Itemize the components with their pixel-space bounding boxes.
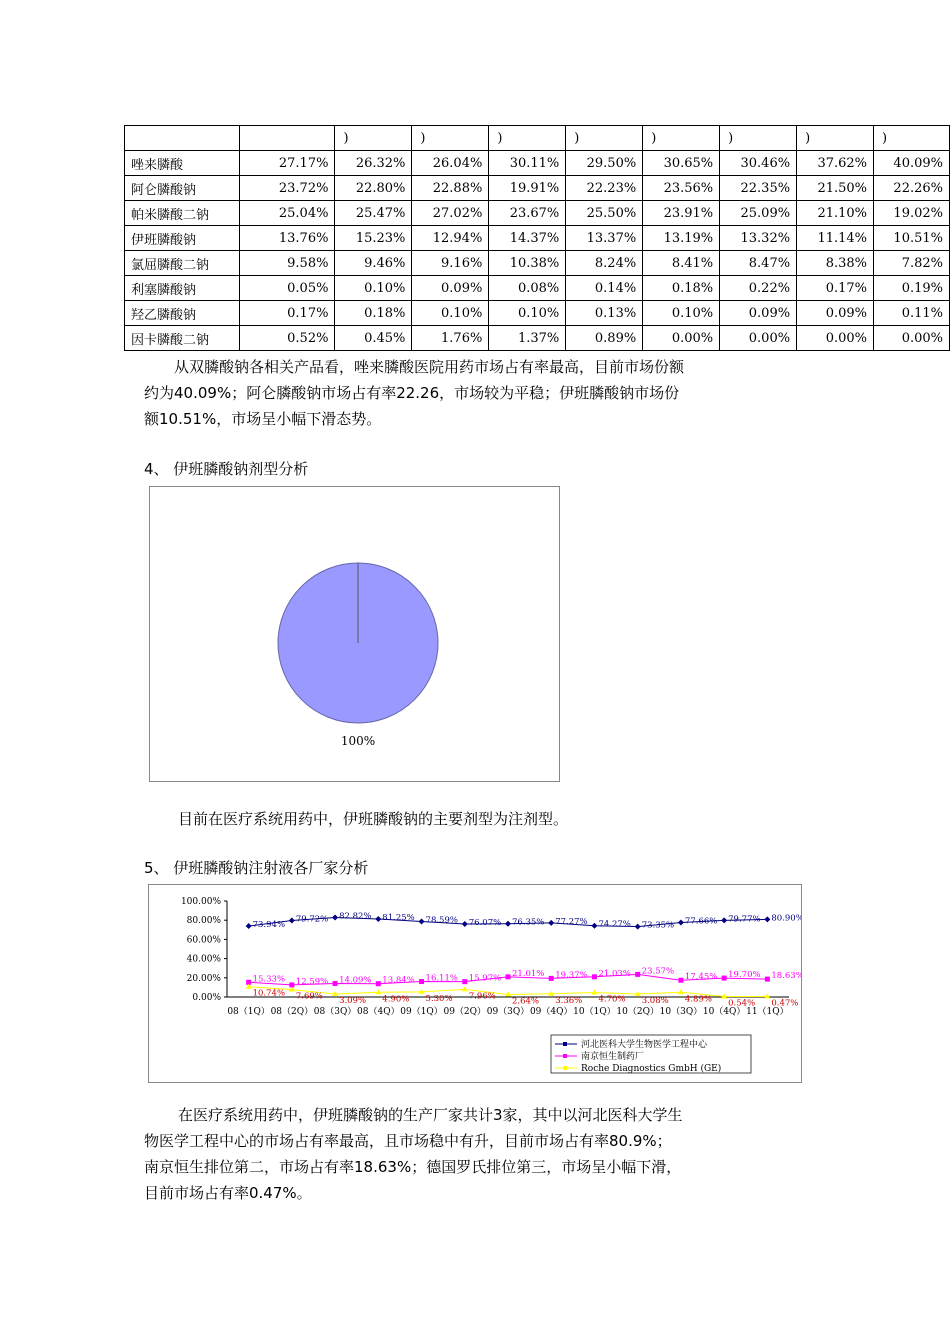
share-value-cell: 21.10% <box>797 201 874 226</box>
analysis-paragraph-3 <box>144 1102 683 1206</box>
share-value-cell: 0.45% <box>335 326 412 351</box>
data-label: 79.72% <box>295 914 329 925</box>
pie-data-label: 100% <box>340 734 376 748</box>
x-tick-label: 10（4Q） <box>702 1007 746 1017</box>
drug-name-cell: 阿仑膦酸钠 <box>125 176 240 201</box>
pie-chart <box>150 487 559 781</box>
y-tick-label: 20.00% <box>186 973 221 984</box>
table-row <box>125 276 950 301</box>
share-value-cell: 23.91% <box>643 201 720 226</box>
share-value-cell: 1.76% <box>412 326 489 351</box>
data-label: 13.84% <box>382 975 415 986</box>
x-tick-label: 09（3Q） <box>486 1007 530 1017</box>
legend-swatch-marker <box>563 1066 567 1070</box>
share-value-cell: 0.89% <box>566 326 643 351</box>
data-point <box>722 976 727 981</box>
share-value-cell: 0.00% <box>797 326 874 351</box>
data-label: 77.27% <box>555 916 588 927</box>
dosage-form-paragraph: 目前在医疗系统用药中，伊班膦酸钠的主要剂型为注剂型。 <box>178 810 569 828</box>
share-value-cell: 11.14% <box>797 226 874 251</box>
share-value-cell: 9.46% <box>335 251 412 276</box>
data-label: 3.09% <box>339 996 367 1007</box>
share-value-cell: 10.38% <box>489 251 566 276</box>
data-point <box>549 976 554 981</box>
data-label: 74.27% <box>598 919 631 930</box>
share-value-cell: 30.11% <box>489 151 566 176</box>
table-row <box>125 201 950 226</box>
data-label: 14.09% <box>339 975 372 986</box>
data-label: 23.57% <box>641 966 675 977</box>
data-point <box>246 923 252 929</box>
paragraph-line: 物医学工程中心的市场占有率最高，且市场稳中有升，目前市场占有率80.9%； <box>144 1132 672 1150</box>
share-value-cell: 25.04% <box>239 201 335 226</box>
pie-chart-frame <box>149 486 560 782</box>
data-label: 19.37% <box>555 970 588 981</box>
share-value-cell: 9.58% <box>239 251 335 276</box>
data-point <box>506 974 511 979</box>
data-label: 0.47% <box>771 998 799 1009</box>
legend-swatch-marker <box>563 1042 567 1046</box>
share-value-cell: 26.04% <box>412 151 489 176</box>
table-row <box>125 176 950 201</box>
share-value-cell: 29.50% <box>566 151 643 176</box>
data-label: 17.45% <box>684 972 718 983</box>
share-value-cell: 23.67% <box>489 201 566 226</box>
table-header-cell: ) <box>643 126 720 151</box>
table-header-cell: ) <box>720 126 797 151</box>
share-value-cell: 0.05% <box>239 276 335 301</box>
share-value-cell: 8.38% <box>797 251 874 276</box>
share-value-cell: 22.88% <box>412 176 489 201</box>
data-label: 5.30% <box>425 993 453 1004</box>
share-value-cell: 22.23% <box>566 176 643 201</box>
y-tick-label: 100.00% <box>180 897 221 907</box>
share-value-cell: 8.47% <box>720 251 797 276</box>
share-value-cell: 0.10% <box>412 301 489 326</box>
table-row <box>125 226 950 251</box>
x-tick-label: 10（2Q） <box>616 1007 659 1017</box>
y-tick-label: 60.00% <box>186 935 221 946</box>
data-label: 15.97% <box>468 973 502 984</box>
data-label: 3.08% <box>641 996 669 1007</box>
market-share-table <box>124 125 950 351</box>
share-value-cell: 0.10% <box>335 276 412 301</box>
data-label: 4.70% <box>598 994 626 1005</box>
legend-label: Roche Diagnostics GmbH (GE) <box>581 1064 722 1074</box>
data-point <box>376 981 381 986</box>
share-value-cell: 27.02% <box>412 201 489 226</box>
table-header-cell: ) <box>797 126 874 151</box>
share-value-cell: 0.10% <box>489 301 566 326</box>
share-value-cell: 23.56% <box>643 176 720 201</box>
data-point <box>591 989 597 994</box>
x-tick-label: 09（4Q） <box>529 1007 573 1017</box>
table-header-row <box>125 126 950 151</box>
data-point <box>462 979 467 984</box>
legend-label: 河北医科大学生物医学工程中心 <box>581 1040 708 1050</box>
data-point <box>765 977 770 982</box>
share-value-cell: 0.00% <box>643 326 720 351</box>
data-point <box>289 917 295 923</box>
x-tick-label: 08（3Q） <box>313 1007 357 1017</box>
share-value-cell: 13.76% <box>239 226 335 251</box>
table-header-cell <box>125 126 240 151</box>
share-value-cell: 23.72% <box>239 176 335 201</box>
share-value-cell: 30.65% <box>643 151 720 176</box>
data-label: 81.25% <box>382 913 415 923</box>
share-value-cell: 1.37% <box>489 326 566 351</box>
share-value-cell: 8.41% <box>643 251 720 276</box>
share-value-cell: 22.35% <box>720 176 797 201</box>
data-label: 79.77% <box>728 914 761 925</box>
legend-label: 南京恒生制药厂 <box>581 1052 645 1062</box>
table-header-cell: ) <box>335 126 412 151</box>
share-value-cell: 19.91% <box>489 176 566 201</box>
data-label: 76.07% <box>468 917 502 928</box>
share-value-cell: 0.22% <box>720 276 797 301</box>
data-label: 2.64% <box>512 996 540 1007</box>
x-tick-label: 09（2Q） <box>443 1007 487 1017</box>
share-value-cell: 0.19% <box>874 276 950 301</box>
drug-name-cell: 伊班膦酸钠 <box>125 226 240 251</box>
table-header-cell: ) <box>874 126 950 151</box>
drug-name-cell: 帕米膦酸二钠 <box>125 201 240 226</box>
share-value-cell: 0.52% <box>239 326 335 351</box>
share-value-cell: 0.17% <box>239 301 335 326</box>
table-row <box>125 326 950 351</box>
share-value-cell: 26.32% <box>335 151 412 176</box>
data-label: 77.66% <box>684 916 718 927</box>
share-value-cell: 0.11% <box>874 301 950 326</box>
data-label: 7.69% <box>295 991 323 1002</box>
share-value-cell: 0.08% <box>489 276 566 301</box>
table-row <box>125 151 950 176</box>
share-value-cell: 0.00% <box>874 326 950 351</box>
data-label: 73.35% <box>641 920 675 931</box>
share-value-cell: 0.18% <box>335 301 412 326</box>
data-point <box>591 923 597 929</box>
share-value-cell: 7.82% <box>874 251 950 276</box>
drug-name-cell: 氯屈膦酸二钠 <box>125 251 240 276</box>
data-point <box>592 974 597 979</box>
data-label: 7.96% <box>468 991 496 1002</box>
data-label: 21.01% <box>512 968 545 979</box>
y-tick-label: 0.00% <box>192 993 221 1003</box>
data-point <box>721 917 727 923</box>
data-label: 21.03% <box>598 968 631 979</box>
share-value-cell: 0.13% <box>566 301 643 326</box>
share-value-cell: 9.16% <box>412 251 489 276</box>
data-point <box>678 978 683 983</box>
drug-name-cell: 利塞膦酸钠 <box>125 276 240 301</box>
data-label: 76.35% <box>512 917 545 928</box>
share-value-cell: 0.09% <box>720 301 797 326</box>
share-value-cell: 22.26% <box>874 176 950 201</box>
paragraph-line: 目前市场占有率0.47%。 <box>144 1184 312 1202</box>
table-row <box>125 251 950 276</box>
share-value-cell: 19.02% <box>874 201 950 226</box>
data-label: 12.59% <box>295 976 329 987</box>
share-value-cell: 40.09% <box>874 151 950 176</box>
data-point <box>419 979 424 984</box>
x-tick-label: 10（1Q） <box>573 1007 616 1017</box>
drug-name-cell: 因卡膦酸二钠 <box>125 326 240 351</box>
x-tick-label: 08（1Q） <box>227 1007 270 1017</box>
manufacturer-line-chart-frame <box>148 884 802 1083</box>
share-value-cell: 0.09% <box>797 301 874 326</box>
drug-name-cell: 羟乙膦酸钠 <box>125 301 240 326</box>
share-value-cell: 13.19% <box>643 226 720 251</box>
data-label: 19.70% <box>728 970 761 981</box>
data-label: 4.90% <box>382 994 410 1005</box>
table-row <box>125 301 950 326</box>
share-value-cell: 15.23% <box>335 226 412 251</box>
section-heading-5: 5、 伊班膦酸钠注射液各厂家分析 <box>144 859 369 877</box>
legend-swatch-marker <box>563 1054 567 1058</box>
share-value-cell: 25.50% <box>566 201 643 226</box>
section-heading-4: 4、 伊班膦酸钠剂型分析 <box>144 460 309 478</box>
drug-name-cell: 唑来膦酸 <box>125 151 240 176</box>
analysis-paragraph-1 <box>144 354 684 432</box>
data-label: 82.82% <box>339 911 372 922</box>
share-value-cell: 30.46% <box>720 151 797 176</box>
data-label: 16.11% <box>425 973 458 984</box>
x-tick-label: 09（1Q） <box>400 1007 443 1017</box>
data-label: 4.89% <box>684 994 712 1005</box>
data-label: 10.74% <box>252 988 286 999</box>
paragraph-line: 在医疗系统用药中，伊班膦酸钠的生产厂家共计3家，其中以河北医科大学生 <box>178 1106 683 1124</box>
share-value-cell: 25.47% <box>335 201 412 226</box>
share-value-cell: 12.94% <box>412 226 489 251</box>
y-tick-label: 40.00% <box>186 954 221 965</box>
data-point <box>333 981 338 986</box>
data-label: 15.33% <box>252 974 286 985</box>
table-header-cell: ) <box>489 126 566 151</box>
share-value-cell: 0.14% <box>566 276 643 301</box>
table-header-cell: ) <box>566 126 643 151</box>
share-value-cell: 21.50% <box>797 176 874 201</box>
x-tick-label: 10（3Q） <box>659 1007 703 1017</box>
paragraph-line: 约为40.09%；阿仑膦酸钠市场占有率22.26，市场较为平稳；伊班膦酸钠市场份 <box>144 384 680 402</box>
share-value-cell: 0.10% <box>643 301 720 326</box>
data-point <box>635 972 640 977</box>
paragraph-line: 从双膦酸钠各相关产品看，唑来膦酸医院用药市场占有率最高，目前市场份额 <box>174 358 685 376</box>
data-label: 0.54% <box>728 998 756 1009</box>
table-header-cell <box>239 126 335 151</box>
data-point <box>419 919 425 925</box>
share-value-cell: 8.24% <box>566 251 643 276</box>
data-label: 73.94% <box>252 920 286 931</box>
share-value-cell: 0.09% <box>412 276 489 301</box>
x-tick-label: 08（4Q） <box>357 1007 400 1017</box>
data-label: 80.90% <box>771 913 801 924</box>
data-point <box>548 920 554 926</box>
market-share-table-body <box>125 126 950 351</box>
paragraph-line: 南京恒生排位第二，市场占有率18.63%；德国罗氏排位第三，市场呈小幅下滑， <box>144 1158 682 1176</box>
x-tick-label: 11（1Q） <box>746 1007 789 1017</box>
share-value-cell: 27.17% <box>239 151 335 176</box>
data-label: 18.63% <box>771 971 801 982</box>
table-header-cell: ) <box>412 126 489 151</box>
x-tick-label: 08（2Q） <box>270 1007 314 1017</box>
data-point <box>678 989 684 994</box>
share-value-cell: 10.51% <box>874 226 950 251</box>
data-point <box>764 916 770 922</box>
y-tick-label: 80.00% <box>186 916 221 927</box>
paragraph-line: 额10.51%，市场呈小幅下滑态势。 <box>144 410 382 428</box>
data-point <box>462 921 468 927</box>
manufacturer-line-chart <box>149 885 801 1082</box>
data-point <box>678 919 684 925</box>
data-label: 3.36% <box>555 995 583 1006</box>
share-value-cell: 0.18% <box>643 276 720 301</box>
share-value-cell: 0.17% <box>797 276 874 301</box>
share-value-cell: 22.80% <box>335 176 412 201</box>
data-point <box>332 914 338 920</box>
share-value-cell: 25.09% <box>720 201 797 226</box>
share-value-cell: 0.00% <box>720 326 797 351</box>
share-value-cell: 14.37% <box>489 226 566 251</box>
data-point <box>635 924 641 930</box>
data-point <box>505 921 511 927</box>
share-value-cell: 13.32% <box>720 226 797 251</box>
share-value-cell: 13.37% <box>566 226 643 251</box>
data-label: 78.59% <box>425 915 458 926</box>
share-value-cell: 37.62% <box>797 151 874 176</box>
data-point <box>462 986 468 991</box>
data-point <box>375 916 381 922</box>
